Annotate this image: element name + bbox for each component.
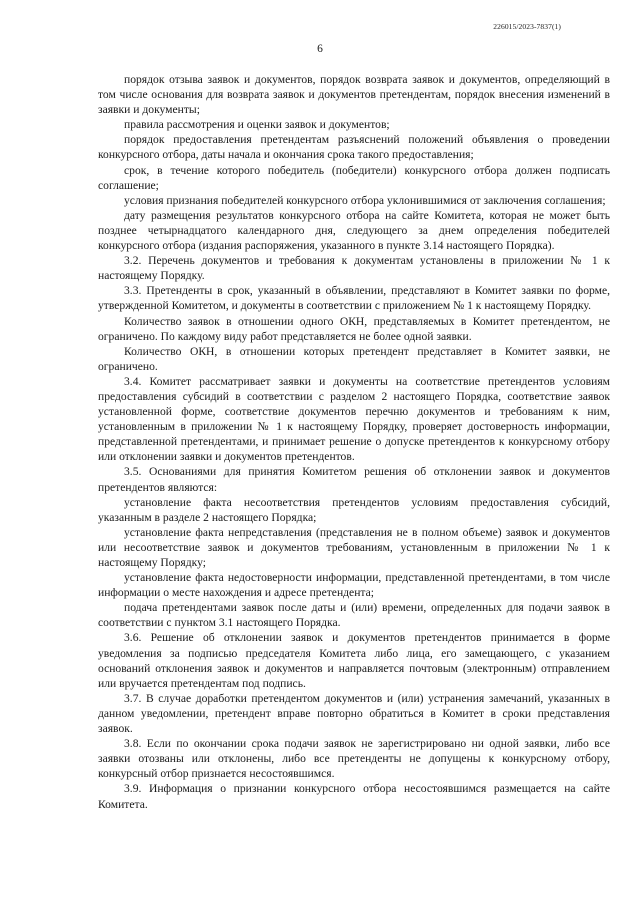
paragraph: правила рассмотрения и оценки заявок и документов; [124, 118, 390, 132]
document-body [98, 72, 610, 812]
paragraph: 3.5. Основаниями для принятия Комитетом решения об отклонении заявок и документов претендентов являются: [98, 465, 610, 494]
paragraph: порядок отзыва заявок и документов, порядок возврата заявок и документов, определяющий в том числе основания для возврата заявок и документов претендентам, порядок внесения изменений в заявки и документы; [98, 73, 610, 117]
page-number: 6 [317, 43, 323, 55]
paragraph: Количество заявок в отношении одного ОКН, представляемых в Комитет претендентом, не ограничено. По каждому виду работ представляется не более одной заявки. [98, 314, 610, 343]
paragraph: срок, в течение которого победитель (победители) конкурсного отбора должен подписать соглашение; [98, 163, 610, 192]
paragraph: дату размещения результатов конкурсного отбора на сайте Комитета, которая не может быть позднее четырнадцатого календарного дня, следующего за днем определения победителей конкурсного отбора (издания распоряжения, указанного в пункте 3.14 настоящего Порядка). [98, 208, 610, 253]
paragraph: 3.8. Если по окончании срока подачи заявок не зарегистрировано ни одной заявки, либо все заявки отозваны или отклонены, либо все претенденты не допущены к конкурсному отбору, конкурсный отбор признается несостоявшимся. [98, 737, 610, 781]
paragraph: порядок предоставления претендентам разъяснений положений объявления о проведении конкурсного отбора, даты начала и окончания срока такого предоставления; [98, 133, 610, 162]
paragraph: 3.3. Претенденты в срок, указанный в объявлении, представляют в Комитет заявки по форме, утвержденной Комитетом, и документы в соответствии с приложением № 1 к настоящему Порядку. [98, 284, 610, 313]
paragraph: 3.9. Информация о признании конкурсного отбора несостоявшимся размещается на сайте Комитета. [98, 782, 610, 811]
paragraph: установление факта несоответствия претендентов условиям предоставления субсидий, указанным в разделе 2 настоящего Порядка; [98, 495, 610, 524]
paragraph: Количество ОКН, в отношении которых претендент представляет в Комитет заявки, не ограничено. [98, 344, 610, 373]
paragraph: 3.6. Решение об отклонении заявок и документов претендентов принимается в форме уведомления за подписью председателя Комитета либо лица, его замещающего, с указанием оснований отклонения заявок и документов и направляется почтовым (электронным) отправлением или вручается претендентам под подпись. [98, 631, 610, 690]
paragraph: 3.4. Комитет рассматривает заявки и документы на соответствие претендентов условиям предоставления субсидий в соответствии с разделом 2 настоящего Порядка, соответствие заявок установленной форме, соответствие документов перечню документов и требованиям к ним, установленным в приложении № 1 к настоящему Порядку, проверяет достоверность информации, представленной претендентами, и принимает решение о допуске претендентов к конкурсному отбору или отклонении заявки и документов претендентов. [98, 374, 610, 464]
paragraph: подача претендентами заявок после даты и (или) времени, определенных для подачи заявок в соответствии с пунктом 3.1 настоящего Порядка. [98, 601, 610, 630]
paragraph: 3.7. В случае доработки претендентом документов и (или) устранения замечаний, указанных в данном уведомлении, претендент вправе повторно обратиться в Комитет в сроки представления заявок. [98, 691, 610, 736]
paragraph: 3.2. Перечень документов и требования к документам установлены в приложении № 1 к настоящему Порядку. [98, 254, 610, 283]
document-id: 226015/2023-7837(1) [493, 22, 561, 31]
paragraph: установление факта недостоверности информации, представленной претендентами, в том числе информации о месте нахождения и адресе претендента; [98, 571, 610, 600]
paragraph: условия признания победителей конкурсного отбора уклонившимися от заключения соглашения; [124, 193, 606, 207]
paragraph: установление факта непредставления (представления не в полном объеме) заявок и документов или несоответствие заявок и документов требованиям, установленным в приложении № 1 к настоящему Порядку; [98, 525, 610, 569]
